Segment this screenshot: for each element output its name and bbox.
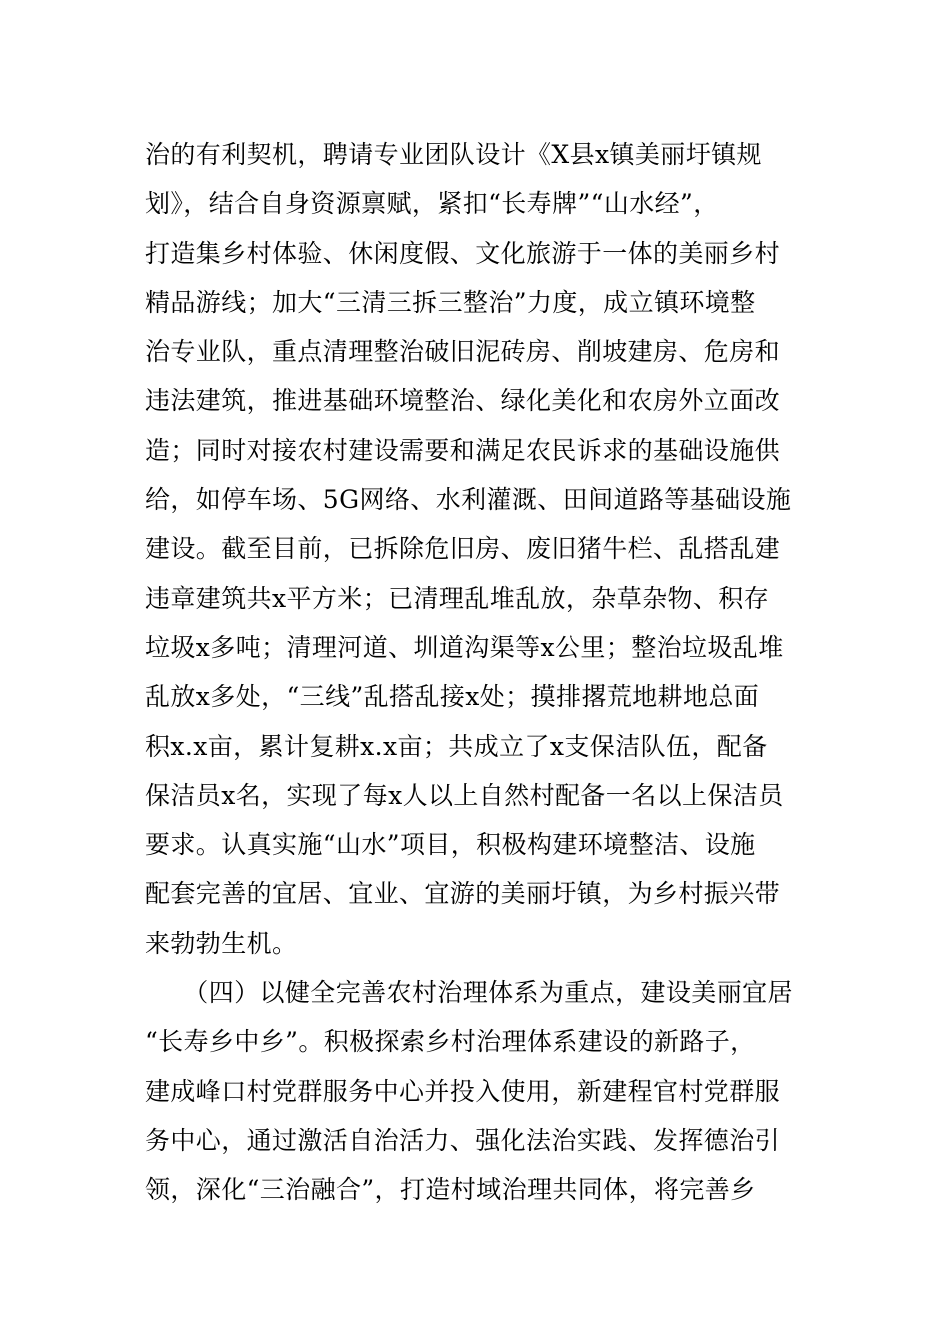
- body-text: [145, 130, 810, 1215]
- text-line: 乱放x多处，“三线”乱搭乱接x处；摸排撂荒地耕地总面: [145, 682, 760, 712]
- text-line: 违章建筑共x平方米；已清理乱堆乱放，杂草杂物、积存: [145, 583, 770, 613]
- text-line: 要求。认真实施“山水”项目，积极构建环境整洁、设施: [145, 830, 756, 860]
- text-line: 配套完善的宜居、宜业、宜游的美丽圩镇，为乡村振兴带: [145, 879, 781, 909]
- text-line: 划》，结合自身资源禀赋，紧扣“长寿牌”“山水经”，: [145, 189, 719, 219]
- text-line: 给，如停车场、5G网络、水利灌溉、田间道路等基础设施: [145, 485, 792, 515]
- text-line: 建设。截至目前，已拆除危旧房、废旧猪牛栏、乱搭乱建: [145, 534, 781, 564]
- text-line: 积x.x亩，累计复耕x.x亩；共成立了x支保洁队伍，配备: [145, 731, 768, 761]
- text-line: 建成峰口村党群服务中心并投入使用，新建程官村党群服: [145, 1076, 781, 1106]
- text-line: 领，深化“三治融合”，打造村域治理共同体，将完善乡: [145, 1175, 756, 1205]
- text-line: 精品游线；加大“三清三拆三整治”力度，成立镇环境整: [145, 287, 756, 317]
- text-line: “长寿乡中乡”。积极探索乡村治理体系建设的新路子，: [145, 1027, 756, 1057]
- text-line: 务中心，通过激活自治活力、强化法治实践、发挥德治引: [145, 1125, 781, 1155]
- text-line: 违法建筑，推进基础环境整治、绿化美化和农房外立面改: [145, 386, 781, 416]
- text-line: 垃圾x多吨；清理河道、圳道沟渠等x公里；整治垃圾乱堆: [145, 632, 784, 662]
- text-line: 保洁员x名，实现了每x人以上自然村配备一名以上保洁员: [145, 780, 784, 810]
- text-line: 治的有利契机，聘请专业团队设计《X县x镇美丽圩镇规: [145, 140, 762, 169]
- text-line: 造；同时对接农村建设需要和满足农民诉求的基础设施供: [145, 435, 781, 465]
- text-line: 打造集乡村体验、休闲度假、文化旅游于一体的美丽乡村: [145, 238, 781, 268]
- text-line: 治专业队，重点清理整治破旧泥砖房、削坡建房、危房和: [145, 337, 781, 367]
- section-heading-line: （四）以健全完善农村治理体系为重点，建设美丽宜居: [145, 978, 793, 1008]
- text-line: 来勃勃生机。: [145, 928, 298, 958]
